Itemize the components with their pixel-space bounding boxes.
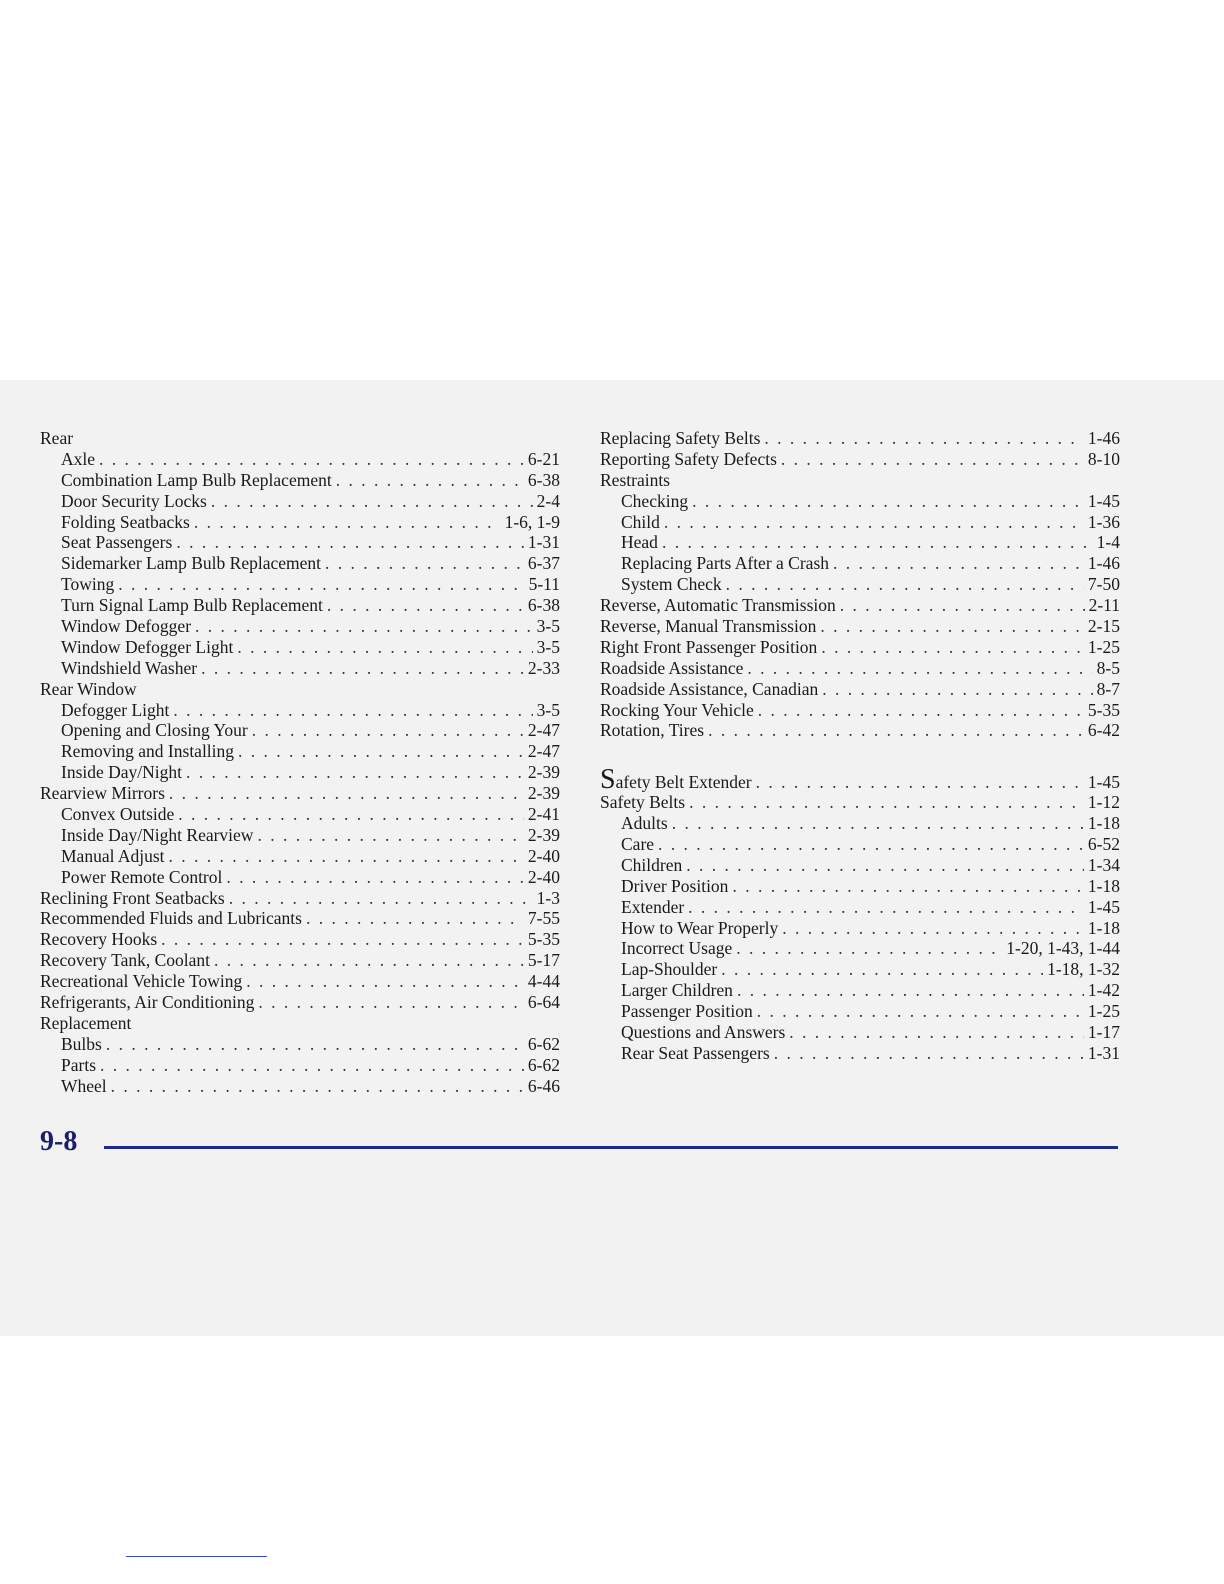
index-entry: [600, 574, 1120, 595]
entry-page: 1-18: [1087, 813, 1120, 834]
entry-label: Adults: [621, 813, 668, 834]
dot-leader: [764, 428, 1084, 449]
entry-page: 1-42: [1087, 980, 1120, 1001]
entry-page: 1-36: [1087, 511, 1120, 532]
dot-leader: [721, 959, 1043, 980]
index-entry: [600, 980, 1120, 1001]
entry-page: 5-11: [528, 574, 560, 595]
entry-label: Replacing Safety Belts: [600, 428, 761, 448]
entry-page: 1-45: [1087, 490, 1120, 511]
entry-label: Window Defogger: [61, 616, 192, 637]
entry-page: 1-4: [1096, 532, 1120, 553]
dot-leader: [756, 772, 1084, 793]
index-section-r: [600, 428, 1120, 741]
index-entry: [40, 783, 560, 804]
dot-leader: [257, 825, 523, 846]
index-entry: [600, 918, 1120, 939]
entry-page: 6-52: [1087, 834, 1120, 855]
entry-page: 1-31: [1087, 1042, 1120, 1063]
entry-label: Removing and Installing: [61, 741, 235, 762]
index-column-right: [600, 428, 1120, 1064]
dot-leader: [169, 846, 524, 867]
index-entry: [40, 950, 560, 971]
index-entry: [600, 876, 1120, 897]
index-entry: [600, 855, 1120, 876]
bottom-underline: [126, 1556, 267, 1557]
index-entry: [40, 846, 560, 867]
dot-leader: [161, 929, 524, 950]
index-entry: [40, 908, 560, 929]
dot-leader: [252, 720, 524, 741]
dot-leader: [111, 1076, 524, 1097]
entry-page: 2-41: [527, 804, 560, 825]
entry-page: 1-17: [1087, 1022, 1120, 1043]
entry-label: Reverse, Manual Transmission: [600, 616, 817, 637]
dot-leader: [173, 700, 532, 721]
entry-page: 2-33: [527, 657, 560, 678]
dot-leader: [664, 512, 1084, 533]
dot-leader: [169, 783, 524, 804]
index-entry: [600, 720, 1120, 741]
index-entry: [40, 804, 560, 825]
entry-page: 6-62: [527, 1054, 560, 1075]
entry-label-rest: afety Belt Extender: [615, 772, 752, 793]
dot-leader: [782, 918, 1084, 939]
entry-page: 2-39: [527, 824, 560, 845]
index-entry: [40, 992, 560, 1013]
entry-page: 3-5: [536, 636, 560, 657]
entry-label: Convex Outside: [61, 804, 175, 825]
entry-page: 2-15: [1087, 616, 1120, 637]
dot-leader: [195, 616, 533, 637]
entry-page: 2-11: [1088, 595, 1120, 616]
dot-leader: [833, 553, 1084, 574]
entry-label: Opening and Closing Your: [61, 720, 248, 741]
entry-label: Safety Belts: [600, 792, 686, 813]
entry-label: Axle: [61, 448, 96, 469]
entry-label: Questions and Answers: [621, 1022, 786, 1043]
entry-label: Seat Passengers: [61, 532, 173, 553]
entry-label: Children: [621, 854, 683, 875]
index-entry: [40, 971, 560, 992]
index-entry: [600, 428, 1120, 449]
index-entry: [600, 491, 1120, 512]
index-entry: [40, 470, 560, 491]
entry-label: Manual Adjust: [61, 845, 165, 866]
entry-label: Rotation, Tires: [600, 720, 705, 741]
index-entry: [40, 929, 560, 950]
index-heading: [40, 1013, 560, 1034]
dot-leader: [774, 1043, 1084, 1064]
index-entry: [40, 700, 560, 721]
entry-label: Rear Seat Passengers: [621, 1042, 770, 1063]
dot-leader: [736, 938, 1002, 959]
entry-page: 2-4: [536, 490, 560, 511]
index-entry: [40, 574, 560, 595]
index-entry: [40, 720, 560, 741]
entry-page: 1-18, 1-32: [1047, 959, 1120, 980]
index-entry: [600, 553, 1120, 574]
dot-leader: [258, 992, 524, 1013]
entry-label: Refrigerants, Air Conditioning: [40, 992, 255, 1013]
entry-page: 2-40: [527, 866, 560, 887]
index-entry: [40, 1034, 560, 1055]
dot-leader: [306, 908, 524, 929]
index-column-left: [40, 428, 560, 1097]
entry-label: Replacing Parts After a Crash: [621, 553, 830, 574]
entry-page: 1-45: [1087, 896, 1120, 917]
entry-page: 6-37: [527, 553, 560, 574]
entry-page: 3-5: [536, 699, 560, 720]
entry-label: Power Remote Control: [61, 866, 223, 887]
entry-label: Towing: [61, 574, 115, 595]
dot-leader: [214, 950, 524, 971]
entry-page: 1-46: [1087, 428, 1120, 448]
dot-leader: [726, 574, 1084, 595]
entry-label: Restraints: [600, 469, 670, 490]
entry-page: 6-62: [527, 1033, 560, 1054]
dot-leader: [229, 888, 533, 909]
entry-page: 1-25: [1087, 1001, 1120, 1022]
index-entry: [600, 679, 1120, 700]
entry-page: 2-47: [527, 720, 560, 741]
dot-leader: [201, 658, 524, 679]
index-entry: [40, 658, 560, 679]
dot-leader: [737, 980, 1084, 1001]
entry-label: Reverse, Automatic Transmission: [600, 595, 836, 616]
index-entry: [600, 764, 1120, 796]
entry-label: Combination Lamp Bulb Replacement: [61, 469, 332, 490]
dot-leader: [689, 792, 1084, 813]
entry-label: Sidemarker Lamp Bulb Replacement: [61, 553, 321, 574]
index-entry: [600, 595, 1120, 616]
index-entry: [600, 792, 1120, 813]
entry-page: 7-55: [527, 908, 560, 929]
entry-page: 6-38: [527, 595, 560, 616]
dot-leader: [820, 616, 1084, 637]
index-entry: [40, 825, 560, 846]
entry-page: 6-46: [527, 1075, 560, 1096]
index-entry: [600, 449, 1120, 470]
index-entry: [40, 637, 560, 658]
index-entry: [40, 762, 560, 783]
entry-page: 6-64: [527, 992, 560, 1013]
dot-leader: [237, 637, 532, 658]
dot-leader: [789, 1022, 1084, 1043]
index-entry: [600, 512, 1120, 533]
index-entry: [600, 616, 1120, 637]
index-heading: [600, 470, 1120, 491]
entry-label: Driver Position: [621, 875, 729, 896]
entry-label: System Check: [621, 574, 722, 595]
dot-leader: [692, 491, 1084, 512]
entry-label: Head: [621, 532, 658, 553]
entry-page: 2-47: [527, 741, 560, 762]
dot-leader: [118, 574, 524, 595]
entry-label: Checking: [621, 490, 689, 511]
entry-label: Rearview Mirrors: [40, 783, 165, 804]
index-entry: [600, 700, 1120, 721]
dot-leader: [822, 679, 1092, 700]
dot-leader: [821, 637, 1084, 658]
entry-label: Folding Seatbacks: [61, 511, 190, 532]
dot-leader: [178, 804, 524, 825]
entry-label: Defogger Light: [61, 699, 170, 720]
entry-page: 7-50: [1087, 574, 1120, 595]
index-entry: [40, 553, 560, 574]
entry-label: Recovery Tank, Coolant: [40, 950, 211, 971]
index-entry: [40, 491, 560, 512]
entry-label: Window Defogger Light: [61, 636, 234, 657]
entry-label: Replacement: [40, 1012, 132, 1033]
entry-label: Bulbs: [61, 1033, 102, 1054]
entry-label: Inside Day/Night Rearview: [61, 824, 254, 845]
entry-label: Rocking Your Vehicle: [600, 699, 754, 720]
dot-leader: [840, 595, 1085, 616]
index-entry: [600, 1001, 1120, 1022]
index-entry: [40, 1076, 560, 1097]
index-entry: [600, 1022, 1120, 1043]
index-entry: [40, 532, 560, 553]
index-entry: [40, 867, 560, 888]
entry-page: 1-25: [1087, 636, 1120, 657]
entry-label: Child: [621, 511, 660, 532]
entry-page: 1-46: [1087, 553, 1120, 574]
entry-label: Lap-Shoulder: [621, 959, 718, 980]
entry-page: 8-7: [1096, 678, 1120, 699]
index-entry: [600, 897, 1120, 918]
dot-leader: [758, 700, 1084, 721]
page-number: 9-8: [40, 1126, 78, 1157]
index-entry: [40, 449, 560, 470]
entry-page: 1-34: [1087, 854, 1120, 875]
entry-label: Roadside Assistance, Canadian: [600, 678, 819, 699]
dot-leader: [747, 658, 1092, 679]
entry-label: Passenger Position: [621, 1001, 753, 1022]
index-entry: [600, 938, 1120, 959]
entry-page: 1-18: [1087, 875, 1120, 896]
entry-page: 1-45: [1087, 772, 1120, 793]
dot-leader: [662, 532, 1093, 553]
entry-label: Turn Signal Lamp Bulb Replacement: [61, 595, 323, 616]
entry-label: Recreational Vehicle Towing: [40, 971, 243, 992]
dot-leader: [688, 897, 1084, 918]
dot-leader: [781, 449, 1084, 470]
index-entry: [40, 741, 560, 762]
index-entry: [600, 959, 1120, 980]
entry-page: 2-39: [527, 783, 560, 804]
dot-leader: [658, 834, 1084, 855]
entry-label: Windshield Washer: [61, 657, 198, 678]
entry-page: 1-12: [1087, 792, 1120, 813]
dot-leader: [226, 867, 524, 888]
dot-leader: [246, 971, 524, 992]
dot-leader: [186, 762, 524, 783]
entry-page: 8-5: [1096, 657, 1120, 678]
entry-label: Care: [621, 834, 655, 855]
dot-leader: [99, 449, 524, 470]
entry-label: Rear Window: [40, 678, 137, 699]
entry-label: Inside Day/Night: [61, 762, 183, 783]
entry-page: 8-10: [1087, 448, 1120, 469]
entry-label: Reporting Safety Defects: [600, 448, 777, 469]
entry-page: 1-6, 1-9: [504, 511, 560, 532]
entry-page: 5-35: [527, 929, 560, 950]
entry-page: 1-3: [536, 887, 560, 908]
entry-label: Rear: [40, 428, 74, 448]
dot-leader: [757, 1001, 1084, 1022]
dot-leader: [325, 553, 524, 574]
index-entry: [600, 658, 1120, 679]
index-entry: [600, 637, 1120, 658]
index-entry: [600, 1043, 1120, 1064]
index-entry: [40, 595, 560, 616]
entry-page: 1-18: [1087, 917, 1120, 938]
entry-page: 6-38: [527, 469, 560, 490]
entry-label: How to Wear Properly: [621, 917, 779, 938]
entry-page: 5-35: [1087, 699, 1120, 720]
index-entry: [40, 1055, 560, 1076]
index-section-s: [600, 792, 1120, 1064]
index-heading: [40, 428, 560, 449]
entry-label: Extender: [621, 896, 685, 917]
index-entry: [40, 888, 560, 909]
entry-label: Parts: [61, 1054, 96, 1075]
entry-label: Recovery Hooks: [40, 929, 158, 950]
dot-leader: [708, 720, 1084, 741]
dot-leader: [106, 1034, 524, 1055]
footer-rule: [104, 1146, 1118, 1149]
dot-leader: [100, 1055, 524, 1076]
dot-leader: [194, 512, 501, 533]
dot-leader: [327, 595, 524, 616]
entry-page: 2-40: [527, 845, 560, 866]
index-entry: [600, 813, 1120, 834]
entry-label: Incorrect Usage: [621, 938, 733, 959]
entry-label: Door Security Locks: [61, 490, 207, 511]
entry-label: Roadside Assistance: [600, 657, 744, 678]
section-initial: S: [600, 764, 616, 796]
entry-page: 6-21: [527, 448, 560, 469]
dot-leader: [238, 741, 524, 762]
dot-leader: [672, 813, 1084, 834]
dot-leader: [211, 491, 533, 512]
entry-label: [600, 764, 752, 796]
dot-leader: [176, 532, 524, 553]
index-entry: [40, 616, 560, 637]
dot-leader: [336, 470, 524, 491]
entry-label: Wheel: [61, 1075, 107, 1096]
entry-label: Recommended Fluids and Lubricants: [40, 908, 302, 929]
entry-page: 2-39: [527, 762, 560, 783]
dot-leader: [686, 855, 1084, 876]
entry-label: Reclining Front Seatbacks: [40, 887, 225, 908]
dot-leader: [732, 876, 1083, 897]
entry-page: 3-5: [536, 616, 560, 637]
entry-label: Larger Children: [621, 980, 733, 1001]
section-spacer: [600, 741, 1120, 771]
entry-page: 6-42: [1087, 720, 1120, 741]
entry-page: 1-31: [527, 532, 560, 553]
entry-page: 5-17: [527, 950, 560, 971]
entry-page: 4-44: [527, 971, 560, 992]
entry-page: 1-20, 1-43, 1-44: [1006, 938, 1120, 959]
index-entry: [40, 512, 560, 533]
index-entry: [600, 834, 1120, 855]
index-entry: [600, 532, 1120, 553]
entry-label: Right Front Passenger Position: [600, 636, 818, 657]
index-heading: [40, 679, 560, 700]
